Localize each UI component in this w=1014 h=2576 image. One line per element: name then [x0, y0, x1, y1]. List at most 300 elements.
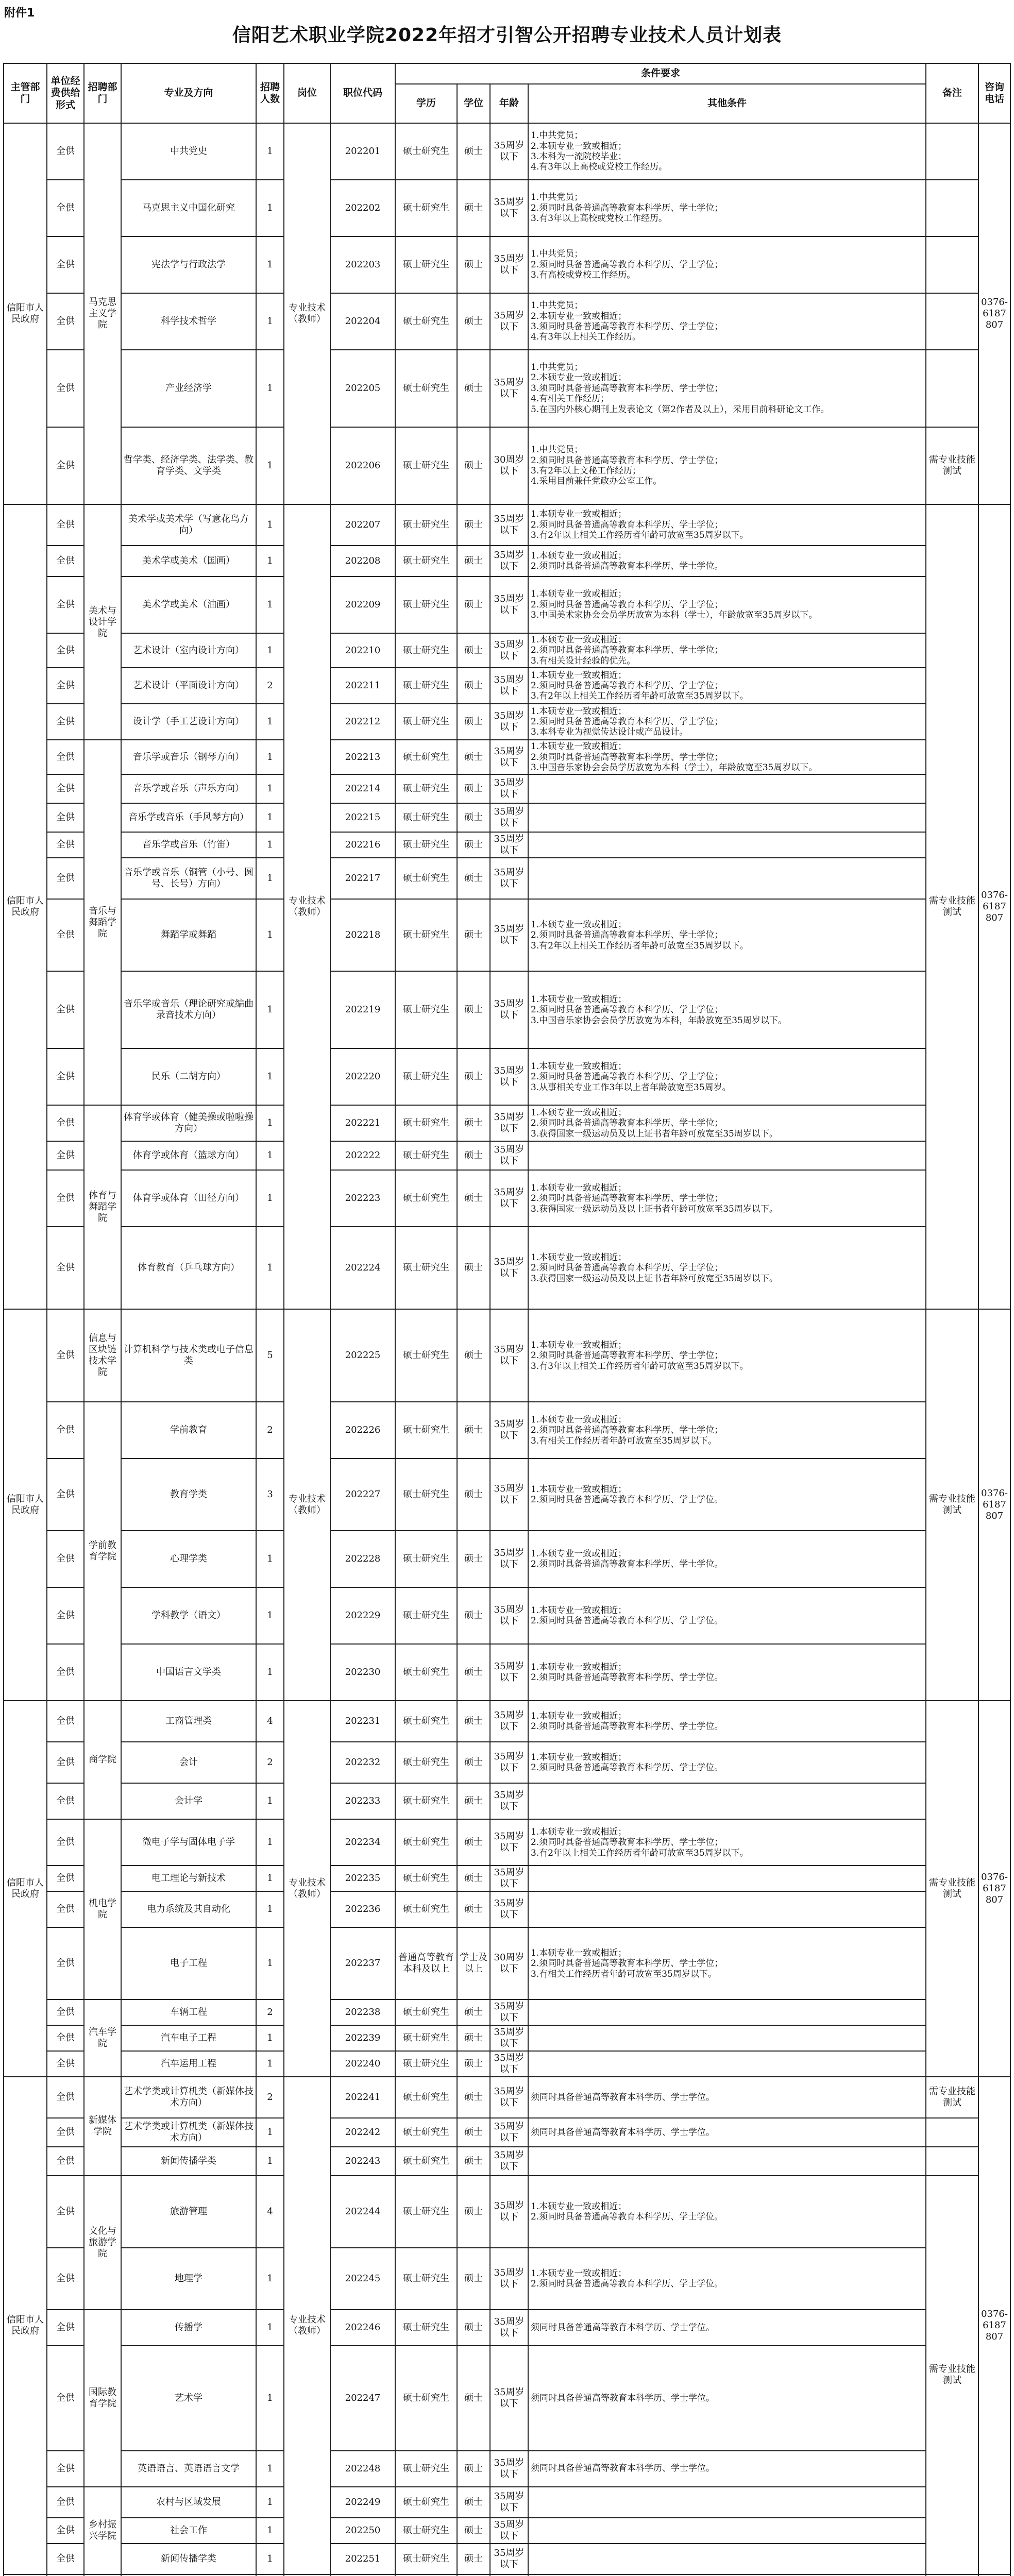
- code-cell: 202243: [330, 2147, 395, 2176]
- table-row: [4, 2176, 1010, 2248]
- num-cell: 1: [256, 740, 284, 774]
- funding-cell: 全供: [47, 2310, 84, 2346]
- degree-cell: 硕士: [457, 1783, 490, 1819]
- other-conditions-cell: 1.本硕专业一致或相近； 2.须同时具备普通高等教育本科学历、学士学位。: [528, 2176, 926, 2248]
- funding-cell: 全供: [47, 1866, 84, 1891]
- table-row: [4, 577, 1010, 633]
- degree-cell: 硕士: [457, 2518, 490, 2544]
- header-other: 其他条件: [528, 84, 926, 123]
- funding-cell: 全供: [47, 1999, 84, 2025]
- phone-cell: 0376-6187807: [978, 123, 1010, 504]
- edu-cell: 硕士研究生: [395, 899, 457, 971]
- code-cell: 202214: [330, 774, 395, 803]
- edu-cell: 硕士研究生: [395, 350, 457, 427]
- table-row: [4, 1587, 1010, 1644]
- edu-cell: 硕士研究生: [395, 2248, 457, 2310]
- header-code: 职位代码: [330, 63, 395, 123]
- header-num: 招聘人数: [256, 63, 284, 123]
- num-cell: 1: [256, 1866, 284, 1891]
- degree-cell: 硕士: [457, 2487, 490, 2518]
- other-conditions-cell: [528, 2487, 926, 2518]
- dept-cell: 信阳市人民政府: [4, 1309, 47, 1701]
- edu-cell: 硕士研究生: [395, 704, 457, 740]
- table-row: [4, 1819, 1010, 1866]
- age-cell: 35周岁以下: [490, 1891, 528, 1927]
- major-cell: 会计: [121, 1742, 256, 1783]
- code-cell: 202204: [330, 293, 395, 350]
- post-cell: 专业技术（教师）: [284, 2077, 330, 2574]
- edu-cell: 硕士研究生: [395, 1048, 457, 1105]
- degree-cell: 硕士: [457, 858, 490, 899]
- funding-cell: 全供: [47, 1105, 84, 1141]
- age-cell: 35周岁以下: [490, 2544, 528, 2574]
- degree-cell: 硕士: [457, 1531, 490, 1587]
- table-row: [4, 2118, 1010, 2147]
- num-cell: 1: [256, 293, 284, 350]
- header-degree: 学位: [457, 84, 490, 123]
- code-cell: 202225: [330, 1309, 395, 1402]
- other-conditions-cell: 须同时具备普通高等教育本科学历、学士学位。: [528, 2346, 926, 2451]
- major-cell: 计算机科学与技术类或电子信息类: [121, 1309, 256, 1402]
- major-cell: 民乐（二胡方向）: [121, 1048, 256, 1105]
- degree-cell: 硕士: [457, 1866, 490, 1891]
- funding-cell: 全供: [47, 1459, 84, 1531]
- major-cell: 艺术学类或计算机类（新媒体技术方向）: [121, 2118, 256, 2147]
- num-cell: 1: [256, 2025, 284, 2051]
- degree-cell: 硕士: [457, 293, 490, 350]
- table-row: [4, 123, 1010, 180]
- table-row: [4, 2077, 1010, 2118]
- age-cell: 35周岁以下: [490, 577, 528, 633]
- num-cell: [256, 2574, 284, 2576]
- major-cell: 会计学: [121, 1783, 256, 1819]
- num-cell: 1: [256, 1783, 284, 1819]
- edu-cell: 硕士研究生: [395, 2346, 457, 2451]
- age-cell: 35周岁以下: [490, 704, 528, 740]
- funding-cell: 全供: [47, 971, 84, 1048]
- table-row: [4, 1866, 1010, 1891]
- age-cell: 35周岁以下: [490, 1819, 528, 1866]
- unit-cell: 商学院: [84, 1701, 121, 1819]
- major-cell: 学前教育: [121, 1402, 256, 1459]
- funding-cell: 全供: [47, 1048, 84, 1105]
- degree-cell: 硕士: [457, 1644, 490, 1701]
- edu-cell: 硕士研究生: [395, 1891, 457, 1927]
- table-row: [4, 2025, 1010, 2051]
- degree-cell: 硕士: [457, 971, 490, 1048]
- dept-cell: 信阳市人民政府: [4, 123, 47, 504]
- funding-cell: 全供: [47, 2544, 84, 2574]
- degree-cell: 学士及以上: [457, 1927, 490, 1999]
- num-cell: 1: [256, 123, 284, 180]
- remark-cell: [926, 2118, 978, 2147]
- table-row: [4, 236, 1010, 293]
- edu-cell: 硕士研究生: [395, 427, 457, 504]
- funding-cell: 全供: [47, 899, 84, 971]
- degree-cell: 硕士: [457, 1227, 490, 1309]
- funding-cell: 全供: [47, 577, 84, 633]
- code-cell: 202244: [330, 2176, 395, 2248]
- code-cell: 202203: [330, 236, 395, 293]
- table-row: [4, 1459, 1010, 1531]
- num-cell: 1: [256, 427, 284, 504]
- num-cell: 3: [256, 1459, 284, 1531]
- degree-cell: 硕士: [457, 1459, 490, 1531]
- funding-cell: 全供: [47, 1927, 84, 1999]
- unit-cell: 新媒体学院: [84, 2077, 121, 2176]
- age-cell: 35周岁以下: [490, 1999, 528, 2025]
- other-conditions-cell: 1.中共党员； 2.须同时具备普通高等教育本科学历、学士学位； 3.有高校或党校工作经历。: [528, 236, 926, 293]
- code-cell: 202250: [330, 2518, 395, 2544]
- num-cell: 1: [256, 1227, 284, 1309]
- code-cell: 202211: [330, 668, 395, 704]
- degree-cell: 硕士: [457, 1105, 490, 1141]
- code-cell: 202240: [330, 2051, 395, 2077]
- degree-cell: 硕士: [457, 2147, 490, 2176]
- table-row: [4, 2248, 1010, 2310]
- other-conditions-cell: 1.本硕专业一致或相近； 2.须同时具备普通高等教育本科学历、学士学位。: [528, 1459, 926, 1531]
- funding-cell: 全供: [47, 774, 84, 803]
- page-title: 信阳艺术职业学院2022年招才引智公开招聘专业技术人员计划表: [232, 25, 782, 46]
- other-conditions-cell: 1.本硕专业一致或相近； 2.须同时具备普通高等教育本科学历、学士学位； 3.有3年以上相关工作经历者年龄可放宽至35周岁以下。: [528, 1309, 926, 1402]
- funding-cell: 全供: [47, 1819, 84, 1866]
- header-funding: 单位经费供给形式: [47, 63, 84, 123]
- other-conditions-cell: 1.本硕专业一致或相近； 2.须同时具备普通高等教育本科学历、学士学位。: [528, 1742, 926, 1783]
- degree-cell: 硕士: [457, 236, 490, 293]
- dept-cell: 信阳市人民政府: [4, 2077, 47, 2574]
- num-cell: 4: [256, 2176, 284, 2248]
- table-row: [4, 1402, 1010, 1459]
- age-cell: 35周岁以下: [490, 1141, 528, 1170]
- post-cell: [284, 2574, 330, 2576]
- table-row: [4, 858, 1010, 899]
- unit-cell: 马克思主义学院: [84, 123, 121, 504]
- num-cell: 1: [256, 236, 284, 293]
- edu-cell: 硕士研究生: [395, 2310, 457, 2346]
- code-cell: 202205: [330, 350, 395, 427]
- code-cell: 202202: [330, 180, 395, 236]
- major-cell: 汽车运用工程: [121, 2051, 256, 2077]
- other-conditions-cell: [528, 2574, 926, 2576]
- other-conditions-cell: 1.本硕专业一致或相近； 2.须同时具备普通高等教育本科学历、学士学位； 3.有2年以上相关工作经历者年龄可放宽至35周岁以下。: [528, 1819, 926, 1866]
- unit-cell: 音乐与舞蹈学院: [84, 740, 121, 1105]
- edu-cell: 硕士研究生: [395, 1587, 457, 1644]
- degree-cell: 硕士: [457, 123, 490, 180]
- age-cell: 35周岁以下: [490, 1309, 528, 1402]
- degree-cell: 硕士: [457, 427, 490, 504]
- age-cell: 30周岁以下: [490, 427, 528, 504]
- code-cell: 202209: [330, 577, 395, 633]
- major-cell: 中国语言文学类: [121, 1644, 256, 1701]
- degree-cell: 硕士: [457, 2025, 490, 2051]
- remark-cell: 需专业技能测试: [926, 1309, 978, 1701]
- num-cell: 1: [256, 1819, 284, 1866]
- num-cell: 4: [256, 1701, 284, 1742]
- degree-cell: 硕士: [457, 2118, 490, 2147]
- degree-cell: [457, 2574, 490, 2576]
- funding-cell: 全供: [47, 293, 84, 350]
- unit-cell: 汽车学院: [84, 1999, 121, 2077]
- other-conditions-cell: 1.中共党员； 2.本硕专业一致或相近； 3.本科为一流院校毕业； 4.有3年以上高校或党校工作经历。: [528, 123, 926, 180]
- table-row: [4, 899, 1010, 971]
- dept-cell: [4, 2574, 47, 2576]
- degree-cell: 硕士: [457, 1742, 490, 1783]
- other-conditions-cell: [528, 1866, 926, 1891]
- major-cell: 舞蹈学或舞蹈: [121, 899, 256, 971]
- other-conditions-cell: 1.本硕专业一致或相近； 2.须同时具备普通高等教育本科学历、学士学位。: [528, 2248, 926, 2310]
- other-conditions-cell: 1.本硕专业一致或相近； 2.须同时具备普通高等教育本科学历、学士学位； 3.本科专业为视觉传达设计或产品设计。: [528, 704, 926, 740]
- code-cell: 202224: [330, 1227, 395, 1309]
- post-cell: 专业技术（教师）: [284, 1309, 330, 1701]
- age-cell: 35周岁以下: [490, 1783, 528, 1819]
- header-major: 专业及方向: [121, 63, 256, 123]
- num-cell: 1: [256, 1587, 284, 1644]
- other-conditions-cell: [528, 803, 926, 832]
- major-cell: 体育学或体育（篮球方向）: [121, 1141, 256, 1170]
- age-cell: 35周岁以下: [490, 2487, 528, 2518]
- num-cell: 1: [256, 546, 284, 577]
- num-cell: 1: [256, 1170, 284, 1227]
- table-row: [4, 832, 1010, 858]
- major-cell: 产业经济学: [121, 350, 256, 427]
- other-conditions-cell: [528, 2147, 926, 2176]
- code-cell: 202223: [330, 1170, 395, 1227]
- num-cell: 1: [256, 1927, 284, 1999]
- num-cell: 1: [256, 1048, 284, 1105]
- code-cell: 202220: [330, 1048, 395, 1105]
- funding-cell: 全供: [47, 668, 84, 704]
- degree-cell: 硕士: [457, 1587, 490, 1644]
- edu-cell: 硕士研究生: [395, 740, 457, 774]
- age-cell: 35周岁以下: [490, 1402, 528, 1459]
- table-row: [4, 2346, 1010, 2451]
- num-cell: 1: [256, 803, 284, 832]
- other-conditions-cell: [528, 774, 926, 803]
- num-cell: 1: [256, 2147, 284, 2176]
- edu-cell: 硕士研究生: [395, 1141, 457, 1170]
- major-cell: 中共党史: [121, 123, 256, 180]
- code-cell: 202231: [330, 1701, 395, 1742]
- remark-cell: [926, 2574, 978, 2576]
- num-cell: 2: [256, 2077, 284, 2118]
- age-cell: 35周岁以下: [490, 1227, 528, 1309]
- degree-cell: 硕士: [457, 1048, 490, 1105]
- phone-cell: [978, 2574, 1010, 2576]
- other-conditions-cell: 1.中共党员； 2.本硕专业一致或相近； 3.须同时具备普通高等教育本科学历、学士学位； 4.有相关工作经历； 5.在国内外核心期刊上发表论文（第2作者及以上），采用目前科研论文工作。: [528, 350, 926, 427]
- funding-cell: 全供: [47, 1587, 84, 1644]
- dept-cell: 信阳市人民政府: [4, 504, 47, 1309]
- major-cell: 科学技术哲学: [121, 293, 256, 350]
- funding-cell: 全供: [47, 803, 84, 832]
- remark-cell: [926, 123, 978, 180]
- degree-cell: 硕士: [457, 180, 490, 236]
- num-cell: 1: [256, 704, 284, 740]
- code-cell: 202249: [330, 2487, 395, 2518]
- funding-cell: 全供: [47, 1309, 84, 1402]
- major-cell: 哲学类、经济学类、法学类、教育学类、文学类: [121, 427, 256, 504]
- header-post: 岗位: [284, 63, 330, 123]
- other-conditions-cell: [528, 1891, 926, 1927]
- age-cell: 35周岁以下: [490, 832, 528, 858]
- age-cell: 35周岁以下: [490, 668, 528, 704]
- funding-cell: 全供: [47, 2248, 84, 2310]
- table-row: [4, 1999, 1010, 2025]
- age-cell: 35周岁以下: [490, 2077, 528, 2118]
- header-age: 年龄: [490, 84, 528, 123]
- code-cell: 202215: [330, 803, 395, 832]
- age-cell: 35周岁以下: [490, 2346, 528, 2451]
- funding-cell: 全供: [47, 1891, 84, 1927]
- code-cell: 202227: [330, 1459, 395, 1531]
- major-cell: 体育学或体育（田径方向）: [121, 1170, 256, 1227]
- funding-cell: 全供: [47, 236, 84, 293]
- num-cell: 1: [256, 350, 284, 427]
- age-cell: 35周岁以下: [490, 2025, 528, 2051]
- age-cell: [490, 2574, 528, 2576]
- table-row: [4, 1227, 1010, 1309]
- header-conditions: 条件要求: [395, 63, 926, 84]
- major-cell: 学科教学（语文）: [121, 1587, 256, 1644]
- age-cell: 35周岁以下: [490, 740, 528, 774]
- major-cell: 音乐学或音乐（钢琴方向）: [121, 740, 256, 774]
- remark-cell: 需专业技能测试: [926, 2176, 978, 2574]
- table-row: [4, 1105, 1010, 1141]
- num-cell: 1: [256, 971, 284, 1048]
- edu-cell: 硕士研究生: [395, 180, 457, 236]
- age-cell: 35周岁以下: [490, 1170, 528, 1227]
- major-cell: 艺术设计（室内设计方向）: [121, 633, 256, 668]
- degree-cell: 硕士: [457, 740, 490, 774]
- major-cell: 美术学或美术学（写意花鸟方向）: [121, 504, 256, 546]
- other-conditions-cell: 1.本硕专业一致或相近； 2.须同时具备普通高等教育本科学历、学士学位。: [528, 1587, 926, 1644]
- code-cell: 202207: [330, 504, 395, 546]
- degree-cell: 硕士: [457, 2077, 490, 2118]
- degree-cell: 硕士: [457, 1701, 490, 1742]
- header-edu: 学历: [395, 84, 457, 123]
- num-cell: 1: [256, 1644, 284, 1701]
- num-cell: 1: [256, 504, 284, 546]
- num-cell: 2: [256, 1402, 284, 1459]
- degree-cell: 硕士: [457, 2248, 490, 2310]
- unit-cell: 信息与区块链技术学院: [84, 1309, 121, 1402]
- other-conditions-cell: 1.本硕专业一致或相近； 2.须同时具备普通高等教育本科学历、学士学位。: [528, 1531, 926, 1587]
- table-row: [4, 1309, 1010, 1402]
- edu-cell: 硕士研究生: [395, 546, 457, 577]
- header-phone: 咨询电话: [978, 63, 1010, 123]
- code-cell: 202228: [330, 1531, 395, 1587]
- other-conditions-cell: 1.本硕专业一致或相近； 2.须同时具备普通高等教育本科学历、学士学位。: [528, 1644, 926, 1701]
- funding-cell: 全供: [47, 180, 84, 236]
- degree-cell: 硕士: [457, 1402, 490, 1459]
- header-dept: 主管部门: [4, 63, 47, 123]
- code-cell: 202217: [330, 858, 395, 899]
- funding-cell: 全供: [47, 2077, 84, 2118]
- funding-cell: 全供: [47, 858, 84, 899]
- table-row: [4, 1927, 1010, 1999]
- code-cell: 202241: [330, 2077, 395, 2118]
- code-cell: 202210: [330, 633, 395, 668]
- major-cell: 设计学（手工艺设计方向）: [121, 704, 256, 740]
- code-cell: 202219: [330, 971, 395, 1048]
- edu-cell: 硕士研究生: [395, 1742, 457, 1783]
- edu-cell: 硕士研究生: [395, 2487, 457, 2518]
- other-conditions-cell: 1.本硕专业一致或相近； 2.须同时具备普通高等教育本科学历、学士学位； 3.有2年以上相关工作经历者年龄可放宽至35周岁以下。: [528, 668, 926, 704]
- age-cell: 35周岁以下: [490, 633, 528, 668]
- num-cell: 1: [256, 2544, 284, 2574]
- code-cell: 202206: [330, 427, 395, 504]
- age-cell: 35周岁以下: [490, 2310, 528, 2346]
- other-conditions-cell: 1.本硕专业一致或相近； 2.须同时具备普通高等教育本科学历、学士学位； 3.有相关设计经验的优先。: [528, 633, 926, 668]
- table-row: [4, 2147, 1010, 2176]
- edu-cell: 硕士研究生: [395, 504, 457, 546]
- edu-cell: 硕士研究生: [395, 1531, 457, 1587]
- degree-cell: 硕士: [457, 546, 490, 577]
- age-cell: 35周岁以下: [490, 2518, 528, 2544]
- funding-cell: 全供: [47, 1783, 84, 1819]
- major-cell: [121, 2574, 256, 2576]
- degree-cell: 硕士: [457, 1891, 490, 1927]
- edu-cell: 硕士研究生: [395, 293, 457, 350]
- edu-cell: 硕士研究生: [395, 1309, 457, 1402]
- funding-cell: 全供: [47, 2025, 84, 2051]
- major-cell: 电工理论与新技术: [121, 1866, 256, 1891]
- edu-cell: [395, 2574, 457, 2576]
- edu-cell: 硕士研究生: [395, 1999, 457, 2025]
- table-row: [4, 1048, 1010, 1105]
- remark-cell: 需专业技能测试: [926, 504, 978, 1309]
- table-row: [4, 668, 1010, 704]
- edu-cell: 硕士研究生: [395, 2051, 457, 2077]
- funding-cell: 全供: [47, 2451, 84, 2487]
- code-cell: 202212: [330, 704, 395, 740]
- other-conditions-cell: [528, 832, 926, 858]
- code-cell: 202213: [330, 740, 395, 774]
- table-row: [4, 1742, 1010, 1783]
- code-cell: 202238: [330, 1999, 395, 2025]
- table-row: [4, 971, 1010, 1048]
- major-cell: 体育学或体育（健美操或啦啦操方向）: [121, 1105, 256, 1141]
- other-conditions-cell: [528, 2544, 926, 2574]
- table-row: [4, 1170, 1010, 1227]
- remark-cell: [926, 180, 978, 236]
- edu-cell: 硕士研究生: [395, 1783, 457, 1819]
- table-row: [4, 2451, 1010, 2487]
- major-cell: 车辆工程: [121, 1999, 256, 2025]
- edu-cell: 硕士研究生: [395, 2118, 457, 2147]
- age-cell: 35周岁以下: [490, 1105, 528, 1141]
- unit-cell: [84, 2574, 121, 2576]
- num-cell: 1: [256, 2518, 284, 2544]
- degree-cell: 硕士: [457, 1170, 490, 1227]
- unit-cell: 国际教育学院: [84, 2310, 121, 2487]
- age-cell: 30周岁以下: [490, 1927, 528, 1999]
- age-cell: 35周岁以下: [490, 1531, 528, 1587]
- edu-cell: 硕士研究生: [395, 2025, 457, 2051]
- major-cell: 艺术学: [121, 2346, 256, 2451]
- code-cell: 202222: [330, 1141, 395, 1170]
- age-cell: 35周岁以下: [490, 2051, 528, 2077]
- age-cell: 35周岁以下: [490, 293, 528, 350]
- age-cell: 35周岁以下: [490, 971, 528, 1048]
- other-conditions-cell: 1.本硕专业一致或相近； 2.须同时具备普通高等教育本科学历、学士学位。: [528, 546, 926, 577]
- code-cell: 202247: [330, 2346, 395, 2451]
- age-cell: 35周岁以下: [490, 180, 528, 236]
- code-cell: 202233: [330, 1783, 395, 1819]
- funding-cell: 全供: [47, 1644, 84, 1701]
- major-cell: 教育学类: [121, 1459, 256, 1531]
- table-row: [4, 1891, 1010, 1927]
- post-cell: 专业技术（教师）: [284, 1701, 330, 2077]
